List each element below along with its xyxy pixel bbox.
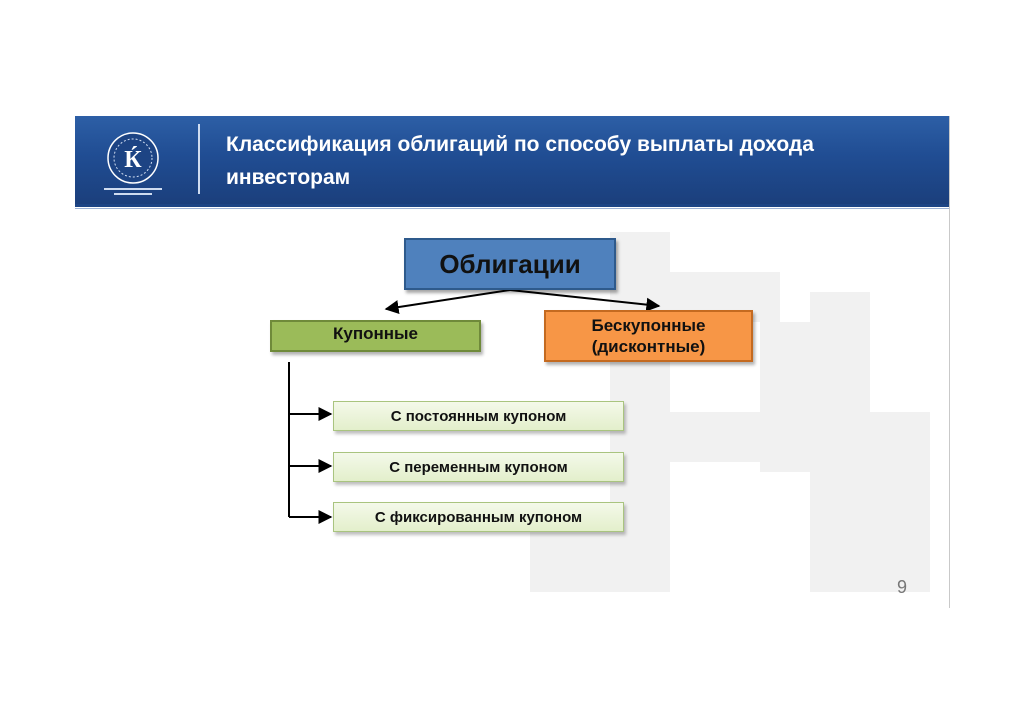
page-number: 9 — [896, 577, 907, 597]
node-variable-coupon: С переменным купоном — [333, 452, 624, 482]
root-node-bonds: Облигации — [404, 238, 616, 290]
coupon-tree — [289, 362, 331, 517]
svg-text:Ќ: Ќ — [124, 147, 142, 173]
node-discount: Бескупонные (дисконтные) — [544, 310, 753, 362]
arrow-to-discount — [510, 290, 659, 306]
slide-title: Классификация облигаций по способу выплаты дохода инвесторам — [226, 133, 814, 189]
node-fixed-coupon: С фиксированным купоном — [333, 502, 624, 532]
node-fixed-rate-coupon: С постоянным купоном — [333, 401, 624, 431]
node-coupon: Купонные — [270, 320, 481, 352]
slide-edge — [949, 116, 950, 608]
root-arrows — [386, 290, 659, 309]
arrow-to-coupon — [386, 290, 510, 309]
